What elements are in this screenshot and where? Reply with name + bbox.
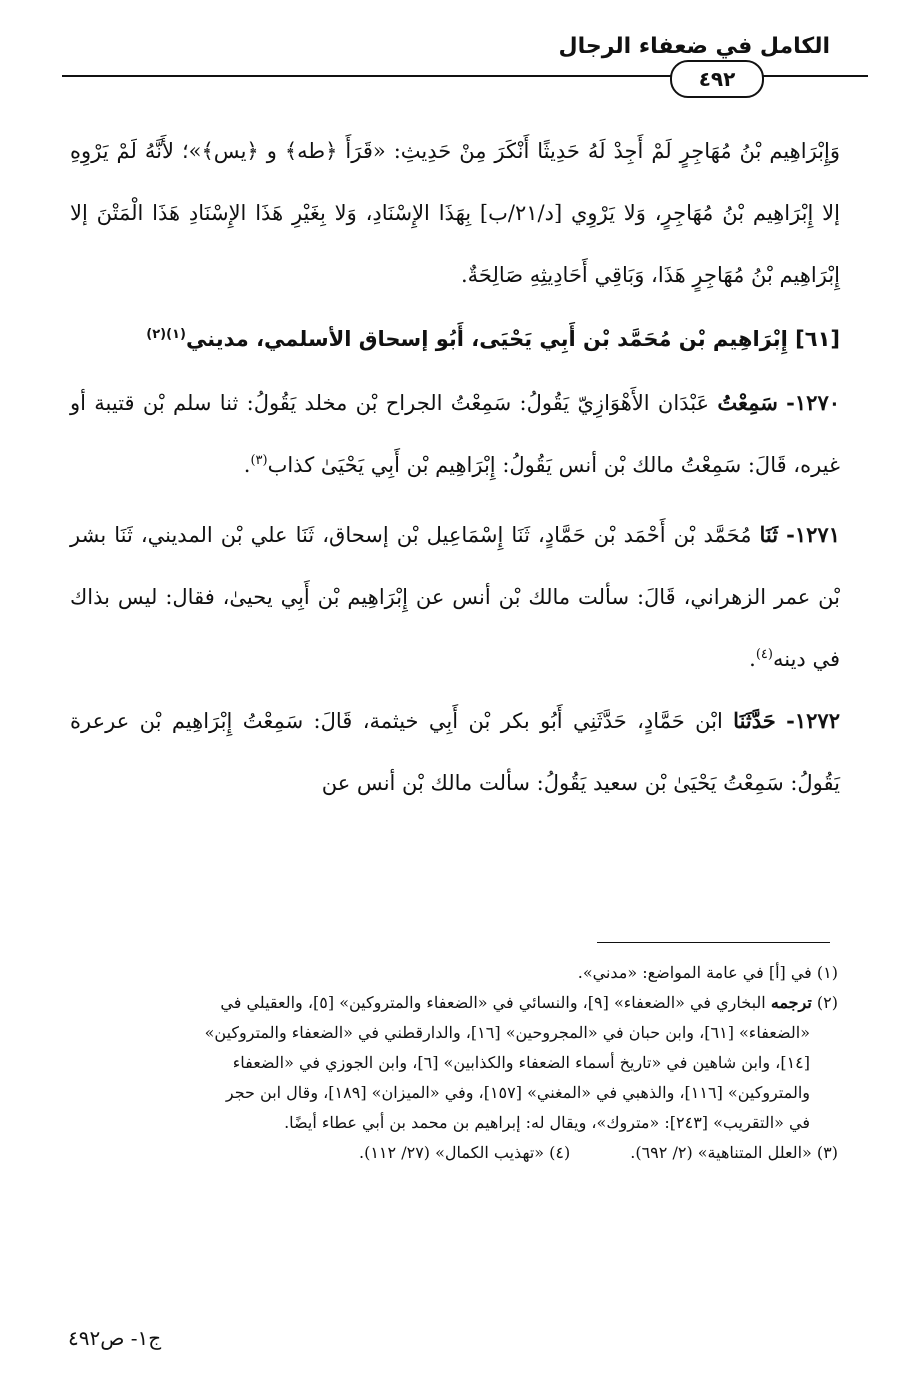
narration-1270 — [70, 372, 840, 496]
running-title: الكامل في ضعفاء الرجال — [558, 34, 830, 59]
footnote-2 — [68, 988, 838, 1018]
footnote-2-line-1: البخاري في «الضعفاء» [٩]، والنسائي في «الضعفاء والمتروكين» [٥]، والعقيلي في — [220, 993, 766, 1012]
footnote-ref-4: (٤) — [755, 647, 773, 662]
footnote-row-3-4 — [68, 1138, 838, 1168]
narration-end: . — [749, 647, 756, 671]
entry-heading-text: [٦١] إِبْرَاهِيم بْن مُحَمَّد بْن أَبِي يَحْيَى، أَبُو إسحاق الأسلمي، مديني — [185, 327, 840, 351]
narration-lead-word: سَمِعْتُ — [717, 390, 778, 415]
footnote-lead-word: ترجمه — [770, 993, 812, 1012]
footnote-2-line-2: «الضعفاء» [٦١]، وابن حبان في «المجروحين» [١٦]، والدارقطني في «الضعفاء والمتروكين» — [204, 1023, 810, 1042]
footnote-ref-3: (٣) — [250, 453, 268, 468]
narration-number: ١٢٧٢- — [786, 708, 840, 733]
narration-text: ابْن حَمَّادٍ، حَدَّثَنِي أَبُو بكر بْن أَبِي خيثمة، قَالَ: سَمِعْتُ إِبْرَاهِيم بْن عرعرة يَقُولُ: سَمِعْتُ يَحْيَىٰ بْن سعيد يَقُولُ: سألت مالك بْن أنس عن — [70, 709, 840, 795]
footnote-2-line-4: والمتروكين» [١١٦]، والذهبي في «المغني» [١٥٧]، وفي «الميزان» [١٨٩]، وقال ابن حجر — [225, 1083, 810, 1102]
narration-text: عَبْدَان الأَهْوَازِيّ يَقُولُ: سَمِعْتُ الجراح بْن مخلد يَقُولُ: ثنا سلم بْن قتيبة أو غيره، قَالَ: سَمِعْتُ مالك بْن أنس يَقُولُ: إِبْرَاهِيم بْن أَبِي يَحْيَىٰ كذاب — [70, 391, 840, 477]
footnote-number: (٢) — [816, 993, 838, 1012]
footnote-1: (١) في [أ] في عامة المواضع: «مدني». — [577, 963, 838, 982]
main-text — [70, 120, 840, 814]
narration-lead-word: حَدَّثَنَا — [733, 708, 776, 733]
narration-lead-word: ثَنَا — [759, 522, 779, 547]
entry-heading-61 — [70, 306, 840, 372]
narration-number: ١٢٧٠- — [786, 390, 841, 415]
volume-page-reference: ج١- ص٤٩٢ — [68, 1326, 162, 1350]
footnote-3: (٣) «العلل المتناهية» (٢/ ٦٩٢). — [630, 1143, 838, 1162]
footnotes — [68, 958, 838, 1168]
narration-1271 — [70, 504, 840, 690]
narration-text: مُحَمَّد بْن أَحْمَد بْن حَمَّادٍ، ثَنَا إِسْمَاعِيل بْن إسحاق، ثَنَا علي بْن المديني، ثَنَا بشر بْن عمر الزهراني، قَالَ: سألت مالك بْن أنس عن إِبْرَاهِيم بْن أَبِي يحيىٰ، فقال: ليس بذاك في دينه — [70, 523, 840, 671]
page-number-badge: ٤٩٢ — [670, 60, 764, 98]
footnote-separator — [597, 942, 830, 943]
narration-end: . — [243, 453, 251, 477]
narration-1272 — [70, 690, 840, 814]
paragraph-ibrahim-muhajir: وَإِبْرَاهِيم بْنُ مُهَاجِرٍ لَمْ أَجِدْ لَهُ حَدِيثًا أَنْكَرَ مِنْ حَدِيثِ: «قَرَأَ ﴿طه﴾ و ﴿يس﴾»؛ لأَنَّهُ لَمْ يَرْوِهِ إلا إِبْرَاهِيم بْنُ مُهَاجِرٍ، وَلا يَرْوِي [د/٢١/ب] بِهَذَا الإِسْنَادِ، وَلا بِغَيْرِ هَذَا الإِسْنَادِ هَذَا الْمَتْنَ إلا إِبْرَاهِيم بْنُ مُهَاجِرٍ هَذَا، وَبَاقِي أَحَادِيثِهِ صَالِحَةٌ. — [70, 139, 840, 287]
footnote-2-line-5: في «التقريب» [٢٤٣]: «متروك»، ويقال له: إبراهيم بن محمد بن أبي عطاء أيضًا. — [284, 1113, 810, 1132]
footnote-2-line-3: [١٤]، وابن شاهين في «تاريخ أسماء الضعفاء والكذابين» [٦]، وابن الجوزي في «الضعفاء — [232, 1053, 810, 1072]
footnote-ref-1-2: (١)(٢) — [146, 327, 186, 342]
footnote-4: (٤) «تهذيب الكمال» (٢٧/ ١١٢). — [359, 1143, 571, 1162]
narration-number: ١٢٧١- — [786, 522, 840, 547]
